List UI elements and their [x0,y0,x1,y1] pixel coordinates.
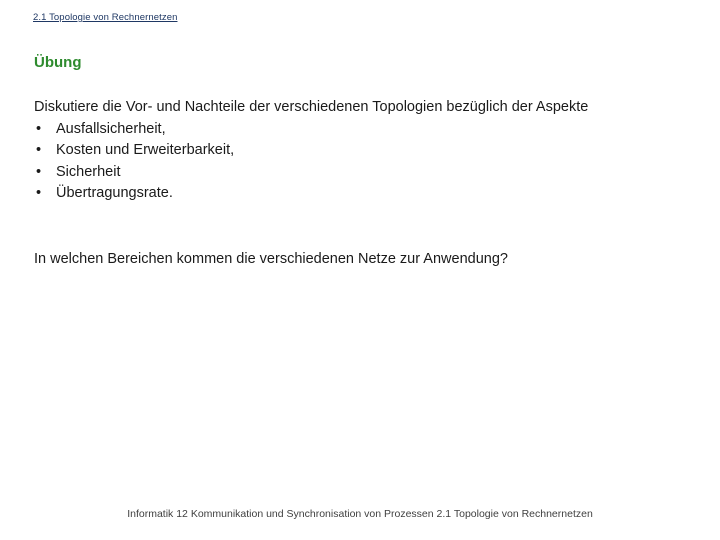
list-item-text: Kosten und Erweiterbarkeit, [56,142,235,158]
list-item [34,119,654,141]
bullet-icon: • [36,185,42,201]
breadcrumb-link[interactable]: 2.1 Topologie von Rechnernetzen [33,12,178,23]
list-item-text: Übertragungsrate. [56,185,173,201]
bullet-icon: • [36,163,42,180]
list-item-text: Ausfallsicherheit, [56,120,166,137]
list-item [34,162,654,184]
slide-heading: Übung [34,54,82,71]
task-body [34,97,654,205]
bullet-icon: • [36,142,42,158]
bullet-icon: • [36,120,42,137]
list-item [34,140,654,162]
aspect-list [34,119,654,205]
list-item [34,183,654,205]
task-intro: Diskutiere die Vor- und Nachteile der verschiedenen Topologien bezüglich der Aspekte [34,99,589,115]
list-item-text: Sicherheit [56,163,121,180]
question-text: In welchen Bereichen kommen die verschiedenen Netze zur Anwendung? [34,251,508,267]
slide-footer: Informatik 12 Kommunikation und Synchronisation von Prozessen 2.1 Topologie von Rechnernetzen [127,508,593,520]
